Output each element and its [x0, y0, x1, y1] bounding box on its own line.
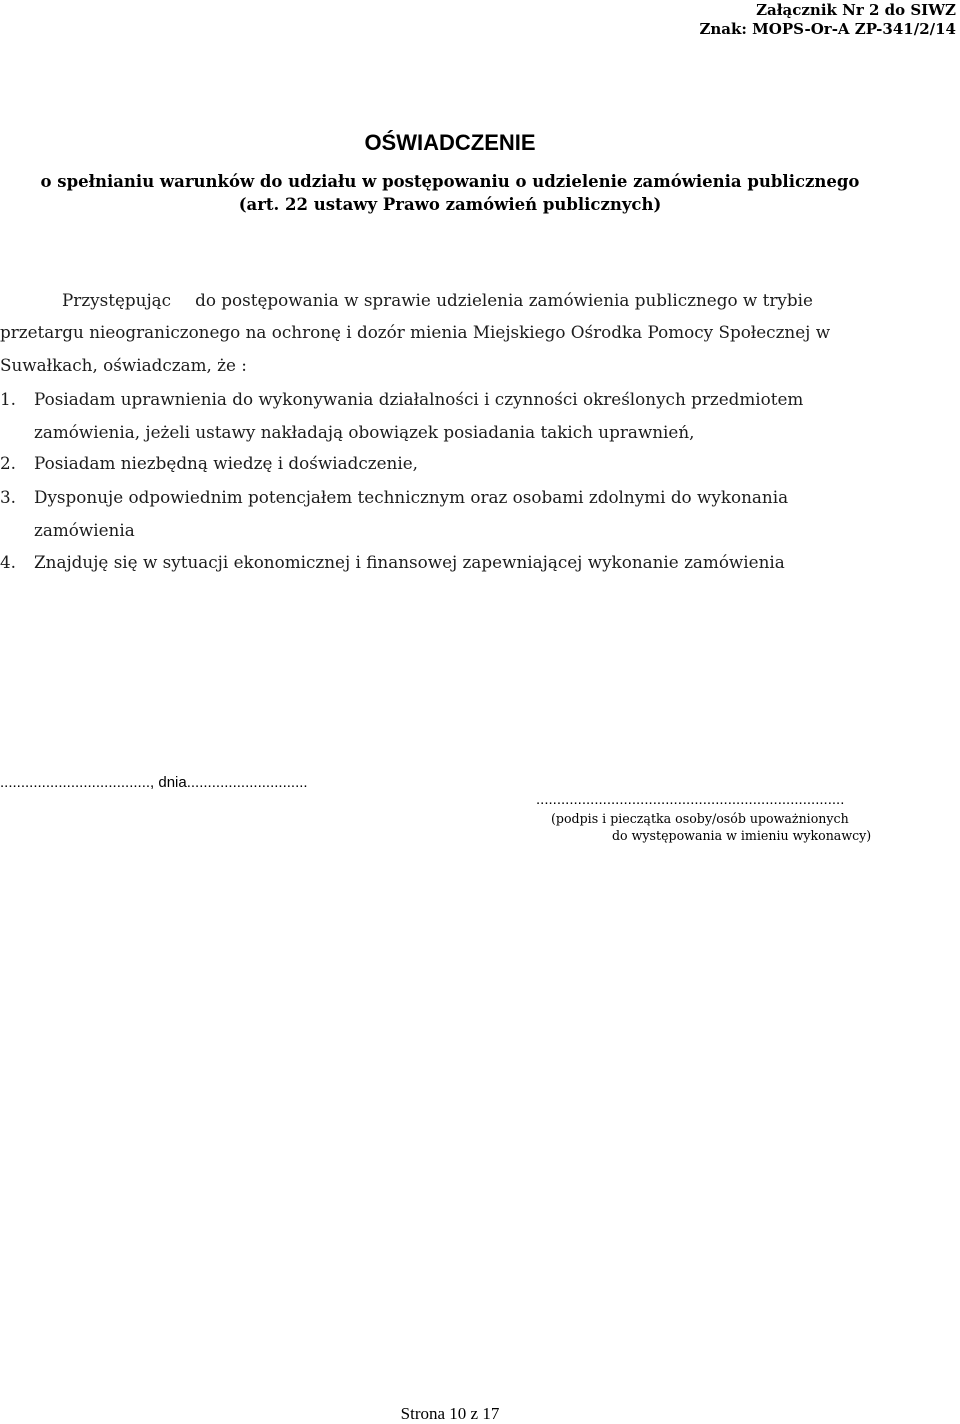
list-number: 1.	[0, 389, 17, 409]
list-item-text: Dysponuje odpowiednim potencjałem technicznym oraz osobami zdolnymi do wykonania	[34, 487, 789, 507]
list-item-text: Znajduję się w sytuacji ekonomicznej i finansowej zapewniającej wykonanie zamówienia	[34, 552, 785, 572]
reference-number: Znak: MOPS-Or-A ZP-341/2/14	[699, 20, 956, 38]
intro-line-3: Suwałkach, oświadczam, że :	[0, 355, 247, 375]
intro-line-1-start: Przystępując	[62, 290, 172, 310]
page-number: Strona 10 z 17	[400, 1404, 500, 1423]
intro-line-2: przetargu nieograniczonego na ochronę i dozór mienia Miejskiego Ośrodka Pomocy Społecznej w	[0, 322, 831, 342]
intro-line-1	[62, 288, 898, 312]
annex-label: Załącznik Nr 2 do SIWZ	[756, 1, 956, 19]
list-number: 2.	[0, 453, 17, 473]
document-subtitle-line2: (art. 22 ustawy Prawo zamówień publicznych)	[238, 195, 662, 214]
signature-caption-line2: do występowania w imieniu wykonawcy)	[612, 828, 872, 843]
signature-line: ..........................................................................	[536, 791, 845, 808]
list-item-1-continuation: zamówienia, jeżeli ustawy nakładają obowiązek posiadania takich uprawnień,	[34, 422, 695, 442]
intro-line-1-rest: do postępowania w sprawie udzielenia zamówienia publicznego w trybie	[195, 290, 813, 310]
list-item-text: Posiadam uprawnienia do wykonywania działalności i czynności określonych przedmiotem	[34, 389, 804, 409]
list-number: 4.	[0, 552, 17, 572]
place-date-field: ...................................., dnia.............................	[0, 774, 308, 791]
signature-caption-line1: (podpis i pieczątka osoby/osób upoważnionych	[551, 811, 849, 826]
document-title: OŚWIADCZENIE	[364, 130, 536, 155]
list-number: 3.	[0, 487, 17, 507]
list-item-3-continuation: zamówienia	[34, 520, 135, 540]
list-item-text: Posiadam niezbędną wiedzę i doświadczenie,	[34, 453, 418, 473]
document-subtitle-line1: o spełnianiu warunków do udziału w postępowaniu o udzielenie zamówienia publicznego	[40, 172, 860, 191]
